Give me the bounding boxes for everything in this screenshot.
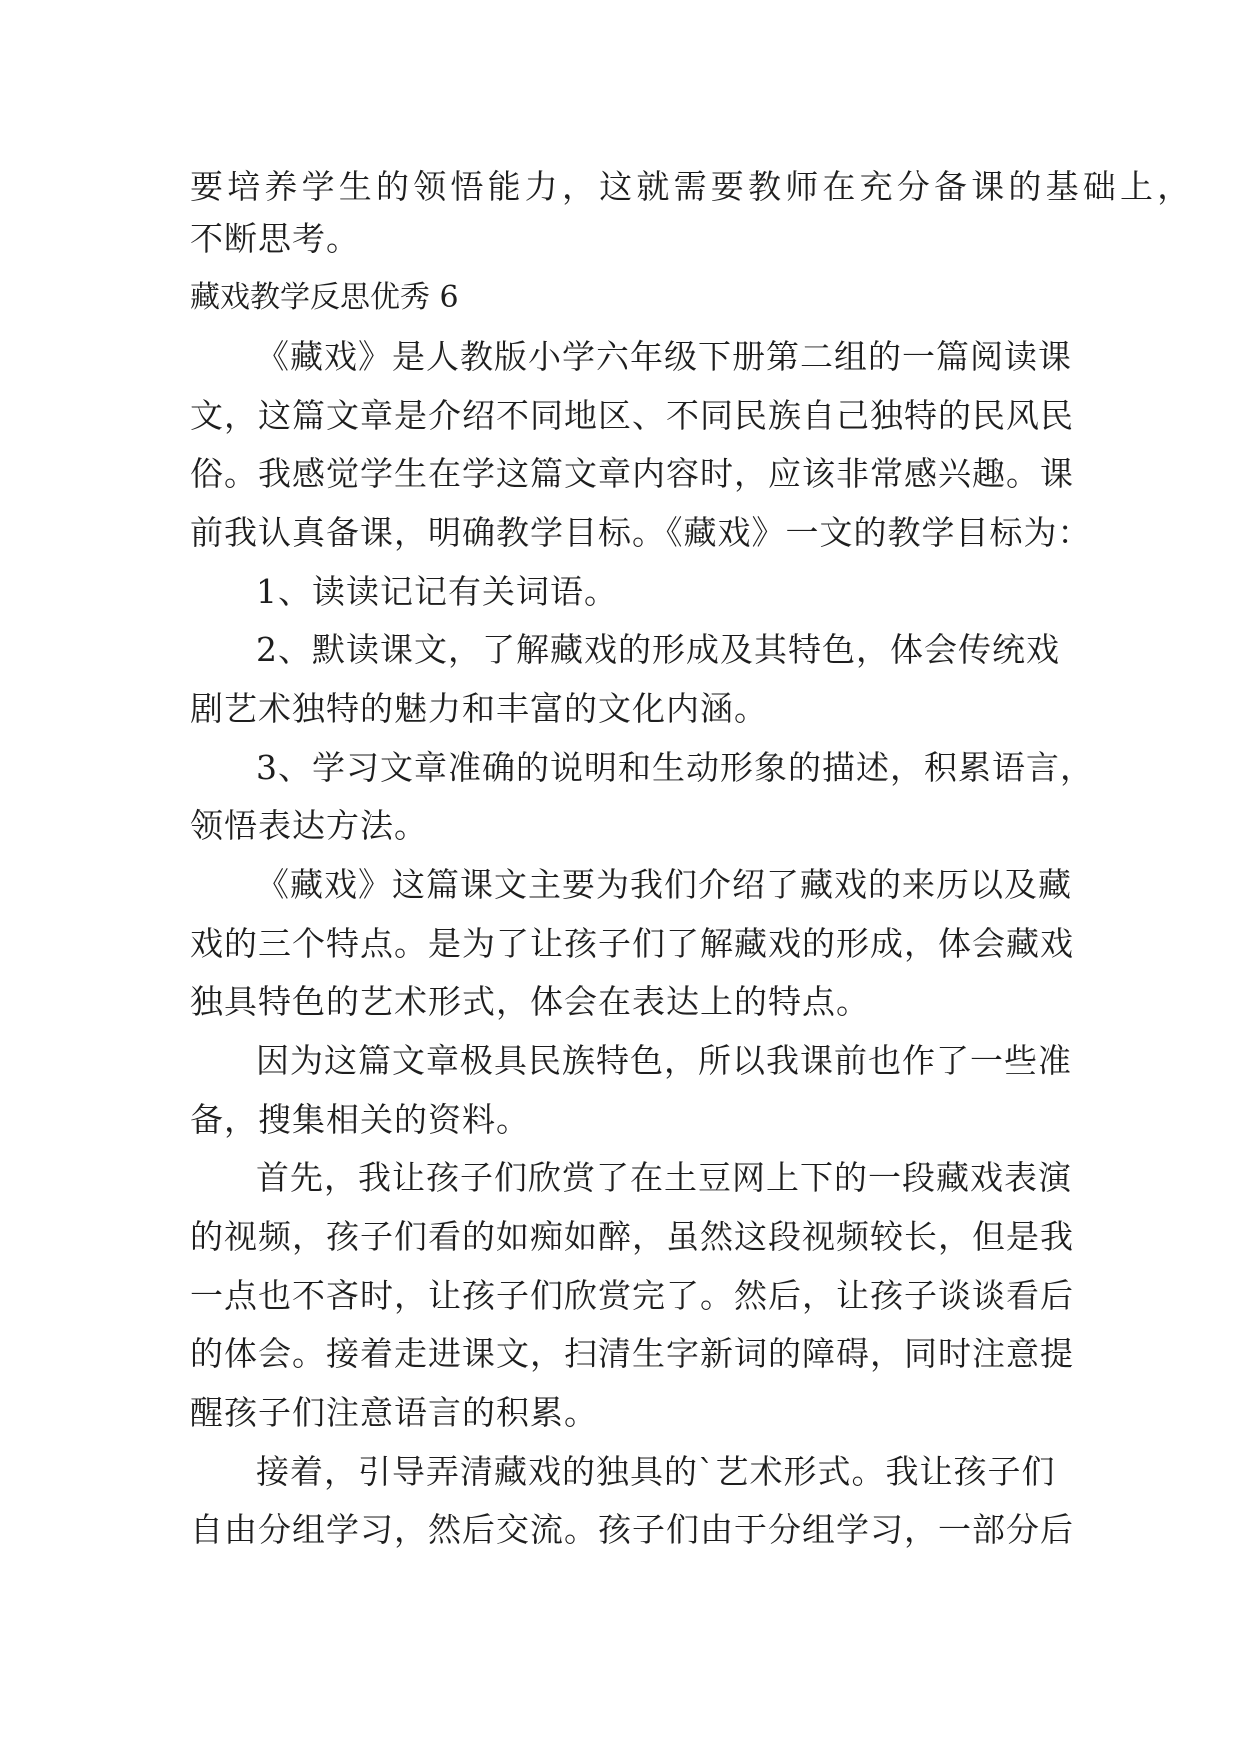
paragraph-line: 文，这篇文章是介绍不同地区、不同民族自己独特的民风民 bbox=[190, 396, 1074, 435]
paragraph-line: 《藏戏》是人教版小学六年级下册第二组的一篇阅读课 bbox=[256, 337, 1072, 376]
paragraph-line: 备，搜集相关的资料。 bbox=[190, 1100, 530, 1139]
paragraph-line: 自由分组学习，然后交流。孩子们由于分组学习，一部分后 bbox=[190, 1510, 1074, 1549]
paragraph-line: 《藏戏》这篇课文主要为我们介绍了藏戏的来历以及藏 bbox=[256, 865, 1072, 904]
paragraph-line: 一点也不吝时，让孩子们欣赏完了。然后，让孩子谈谈看后 bbox=[190, 1276, 1074, 1315]
list-item: 2、默读课文，了解藏戏的形成及其特色，体会传统戏 bbox=[256, 630, 1060, 669]
paragraph-line: 戏的三个特点。是为了让孩子们了解藏戏的形成，体会藏戏 bbox=[190, 924, 1074, 963]
paragraph-line: 的体会。接着走进课文，扫清生字新词的障碍，同时注意提 bbox=[190, 1334, 1074, 1373]
list-item: 1、读读记记有关词语。 bbox=[256, 572, 618, 611]
paragraph-line: 的视频，孩子们看的如痴如醉，虽然这段视频较长，但是我 bbox=[190, 1217, 1074, 1256]
paragraph-line: 接着，引导弄清藏戏的独具的`艺术形式。我让孩子们 bbox=[256, 1452, 1056, 1491]
paragraph-line: 不断思考。 bbox=[190, 219, 360, 258]
paragraph-line: 独具特色的艺术形式，体会在表达上的特点。 bbox=[190, 982, 870, 1021]
paragraph-line: 领悟表达方法。 bbox=[190, 806, 428, 845]
paragraph-line: 因为这篇文章极具民族特色，所以我课前也作了一些准 bbox=[256, 1041, 1072, 1080]
list-item: 3、学习文章准确的说明和生动形象的描述，积累语言， bbox=[256, 748, 1094, 787]
paragraph-line: 要培养学生的领悟能力，这就需要教师在充分备课的基础上， bbox=[190, 167, 1195, 206]
paragraph-line: 俗。我感觉学生在学这篇文章内容时，应该非常感兴趣。课 bbox=[190, 454, 1074, 493]
section-title: 藏戏教学反思优秀 6 bbox=[190, 280, 459, 315]
paragraph-line: 剧艺术独特的魅力和丰富的文化内涵。 bbox=[190, 689, 768, 728]
paragraph-line: 醒孩子们注意语言的积累。 bbox=[190, 1393, 598, 1432]
paragraph-line: 前我认真备课，明确教学目标。《藏戏》一文的教学目标为： bbox=[190, 513, 1092, 552]
paragraph-line: 首先，我让孩子们欣赏了在土豆网上下的一段藏戏表演 bbox=[256, 1158, 1072, 1197]
